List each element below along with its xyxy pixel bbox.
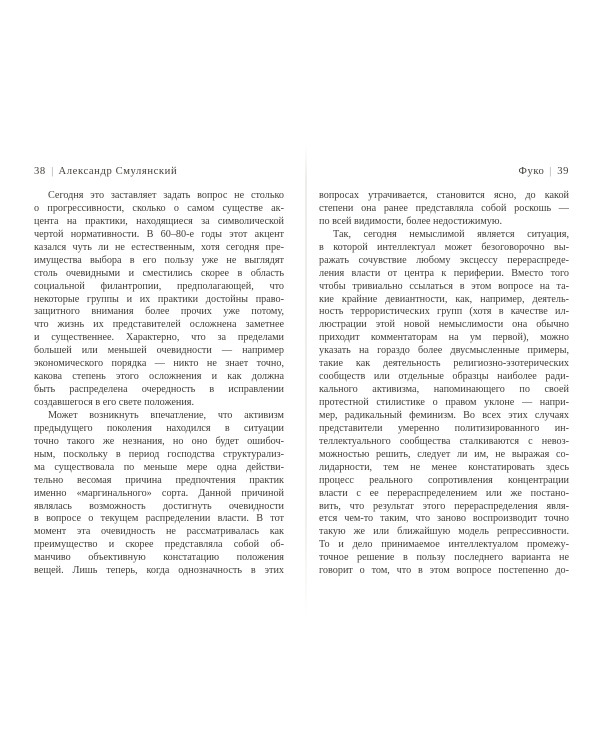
left-page-number: 38 [34,166,46,177]
text-line: кального активизма, напоминающего по своей [319,384,569,396]
text-line: вопросах утрачивается, становится ясно, до какой [319,190,569,201]
right-page-body [319,190,569,578]
text-line: лидарности, тем не менее констатировать здесь [319,461,569,473]
text-line: представители умеренно политизированного ин- [319,422,569,434]
text-line: и существеннее. Характерно, что за пределами [34,332,284,344]
text-line: ма существовала по меньше мере одна действи- [34,461,284,473]
left-page [34,165,284,578]
text-line: в вопросе о текущем распределении власти. В тот [34,513,284,525]
text-line: ность террористических групп (хотя в качестве ил- [319,306,569,318]
text-line: по всей видимости, более недостижимую. [319,215,503,227]
text-line: экономического порядка — никто не знает точно, [34,358,284,370]
text-line: имущества выбора в его пользу уже не выглядят [34,254,284,266]
text-line: защитного внимания более прочих уже потому, [34,306,284,318]
right-page-header [319,165,569,178]
header-separator: | [550,166,552,177]
text-line: Может возникнуть впечатление, что активизм [48,409,284,421]
text-line: ражать сочувствие любому эксцессу перераспреде- [319,254,569,266]
text-line: протестной стилистике о правом уклоне — напри- [319,397,569,408]
left-page-body [34,190,284,578]
text-line: манчиво объективную констатацию положения [34,552,284,564]
text-line: большей или меньшей очевидности — например [34,345,284,357]
left-page-header [34,165,284,178]
header-separator: | [51,166,53,177]
right-page-number: 39 [557,166,569,177]
right-page [319,165,569,578]
text-line: кие крайние девиантности, как, например, деятель- [319,293,569,305]
text-line: момент эта очевидность не рассматривалась как [34,526,284,538]
text-line: казался чуть ли не естественным, хотя сегодня пре- [34,241,284,253]
text-line: указать на гораздо более двусмысленные примеры, [319,345,569,357]
text-line: вещей. Лишь теперь, когда однозначность в этих [34,565,284,577]
text-line: чтобы тривиально ссылаться в этом вопросе на та- [319,280,569,292]
text-line: что жизнь их представителей осложнена заметнее [34,319,284,331]
text-line: создавшегося в его свете положения. [34,397,195,408]
text-line: Сегодня это заставляет задать вопрос не столько [48,190,284,201]
text-line: процесс реального сопротивления концентрации [319,474,569,486]
text-line: степени она ранее представляла собой роскошь — [319,202,569,214]
text-line: некоторые группы и их практики достойны право- [34,293,284,305]
text-line: говорит о том, что в этом вопросе постепенно до- [319,565,569,577]
text-line: ным, поскольку в период господства структурализ- [34,448,284,460]
text-line: такую же или ближайшую модель репрессивности. [319,526,569,538]
text-line: То и дело принимаемое интеллектуалом промежу- [319,539,569,551]
text-line: столь очевидными и сместились скорее в область [34,267,284,279]
left-running-title: Александр Смулянский [58,166,178,177]
text-line: точное решение в пользу последнего варианта не [319,552,569,564]
text-line: приходит комментаторам на ум первой), можно [319,332,569,344]
text-line: Так, сегодня немыслимой является ситуация, [333,228,569,240]
text-line: сообществ или отдельные образцы наиболее ради- [319,371,569,383]
text-line: о прогрессивности, сколько о самом существе ак- [34,202,284,214]
text-line: власти с ее перераспределением или же постано- [319,487,569,499]
text-line: социальной филантропии, предполагающей, что [34,280,284,292]
text-line: точно такого же незнания, но оно будет ошибоч- [34,435,284,447]
text-line: являлась возможность достигнуть очевидности [34,500,284,512]
text-line: какова степень этого осложнения и как должна [34,371,284,383]
text-line: ления власти от центра к периферии. Вместо того [319,267,569,279]
text-line: именно «маргинального» сорта. Данной причиной [34,487,284,499]
right-running-title: Фуко [518,166,545,177]
page-gutter-line [305,143,307,621]
text-line: преимущество и скорее представляла собой об- [34,539,284,551]
text-line: мер, радикальный феминизм. Во всех этих случаях [319,409,569,421]
text-line: теллектуального сообщества сталкиваются с невоз- [319,435,569,447]
text-line: в которой интеллектуал может безоговорочно вы- [319,241,569,253]
text-line: предыдущего поколения находился в ситуации [34,422,284,434]
text-line: тельно весомая причина предпочтения практик [34,474,284,486]
text-line: такие как деятельность религиозно-эзотерических [319,358,569,370]
text-line: люстрации этой новой немыслимости она обычно [319,319,569,331]
text-line: чертой нормативности. В 60–80-е годы этот акцент [34,228,284,240]
text-line: цента на практики, находящиеся за символической [34,215,284,227]
text-line: можностью решить, следует ли им, не выражая со- [319,448,569,460]
text-line: вить, что результат этого перераспределения явля- [319,500,569,512]
text-line: быть распределена очередность в исправлении [34,384,284,396]
text-line: ется чем-то таким, что заново воспроизводит точно [319,513,569,525]
